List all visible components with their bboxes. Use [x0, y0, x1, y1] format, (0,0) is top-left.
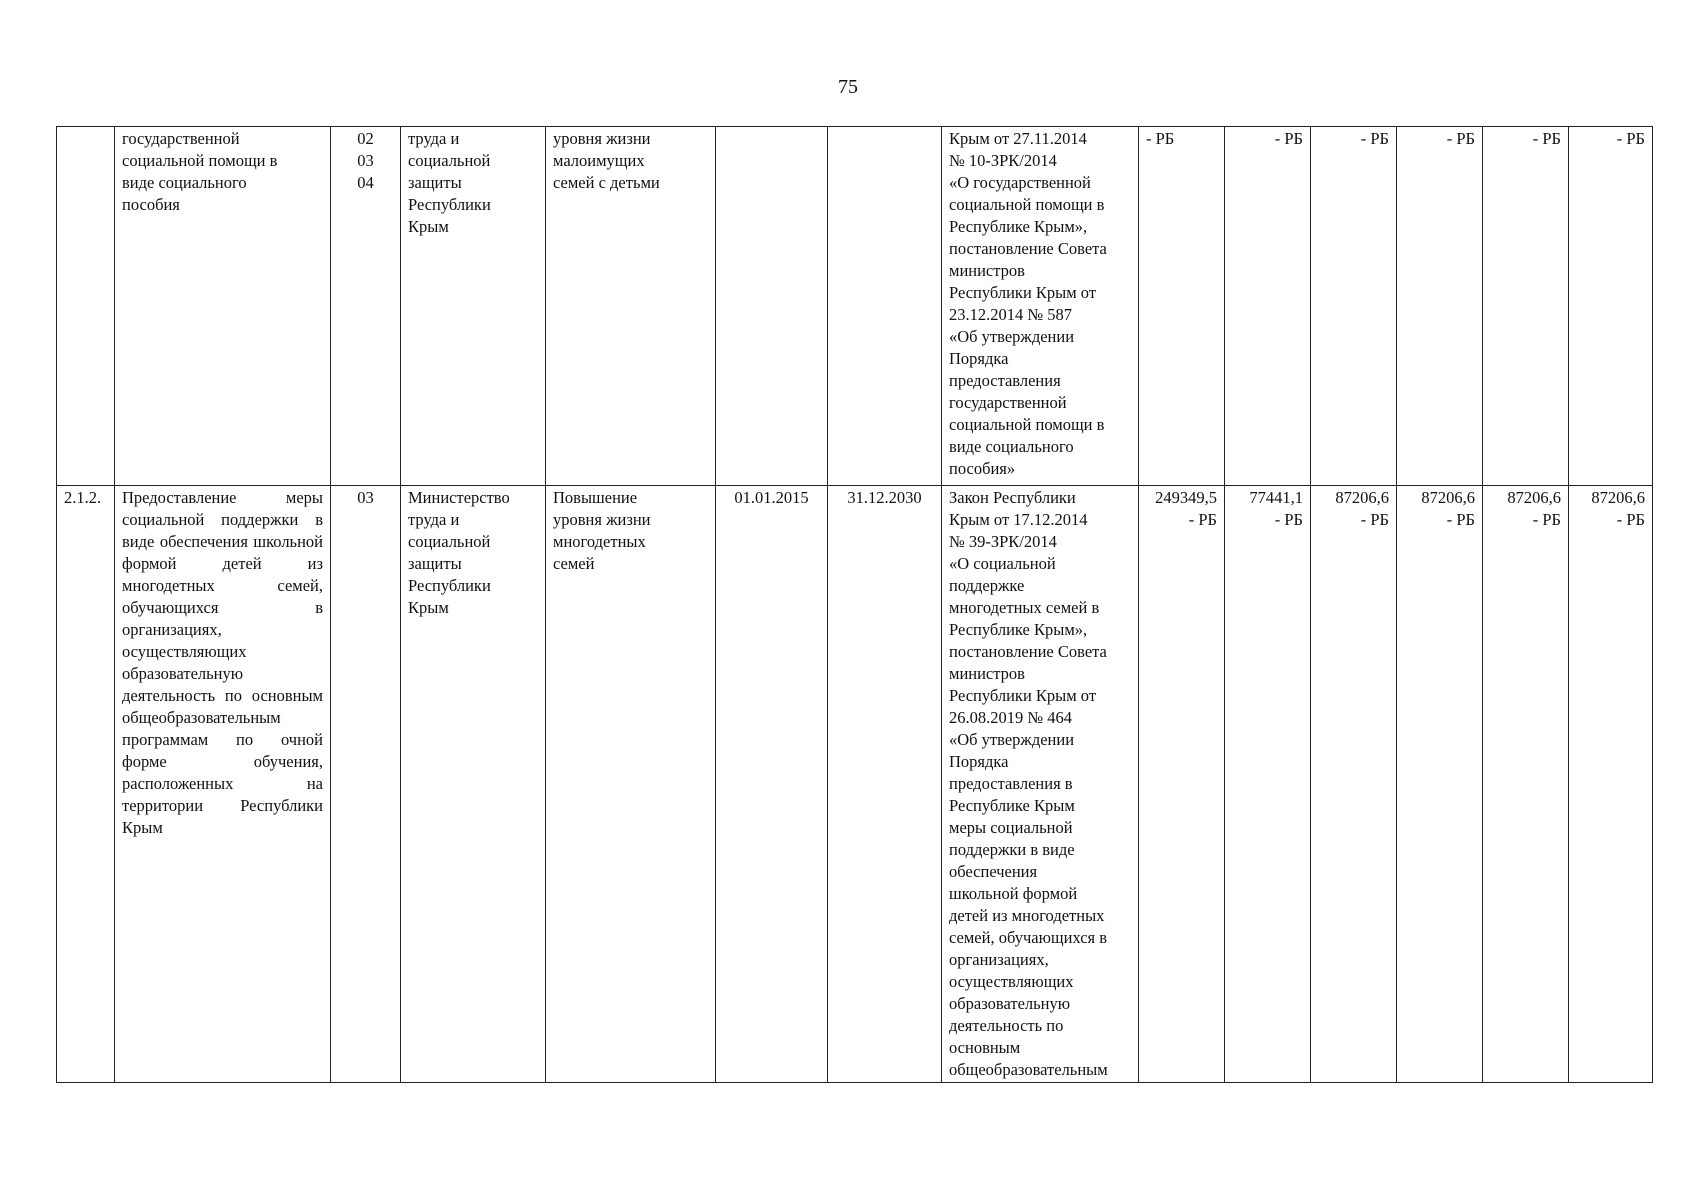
budget-codes-text: 03: [357, 488, 374, 507]
amount-value: - РБ: [1360, 129, 1389, 148]
amount-cell: [1311, 127, 1397, 486]
amount-value: 87206,6 - РБ: [1591, 488, 1645, 529]
amount-value: - РБ: [1274, 129, 1303, 148]
amount-value: 77441,1 - РБ: [1249, 488, 1303, 529]
legal-basis: [942, 127, 1139, 486]
amount-cell: [1139, 127, 1225, 486]
legal-basis-text: Закон Республики Крым от 17.12.2014 № 39-ЗРК/2014 «О социальной поддержке многодетных семей в Республике Крым», постановление Совета министров Республики Крым от 26.08.2019 № 464 «Об утверждении Порядка предоставления в Республике Крым меры социальной поддержки в виде обеспечения школьной формой детей из многодетных семей, обучающихся в организациях, осуществляющих образовательную деятельность по основным общеобразовательным: [949, 488, 1108, 1079]
amount-value: - РБ: [1446, 129, 1475, 148]
amount-cell: [1569, 127, 1653, 486]
row-number: [57, 127, 115, 486]
start-date: 01.01.2015: [716, 486, 828, 1083]
amount-value: - РБ: [1616, 129, 1645, 148]
start-date: [716, 127, 828, 486]
amount-cell: [1483, 486, 1569, 1083]
amount-cell: [1311, 486, 1397, 1083]
executor-text: Министерство труда и социальной защиты Республики Крым: [408, 488, 510, 617]
expected-result: [546, 127, 716, 486]
amount-cell: [1225, 486, 1311, 1083]
amount-cell: [1397, 486, 1483, 1083]
amount-value: - РБ: [1532, 129, 1561, 148]
table-row: [57, 486, 1653, 1083]
program-table: [56, 126, 1653, 1083]
end-date: [828, 127, 942, 486]
budget-codes: [331, 486, 401, 1083]
budget-codes: [331, 127, 401, 486]
amount-cell: [1139, 486, 1225, 1083]
amount-value: 87206,6 - РБ: [1421, 488, 1475, 529]
amount-value: 87206,6 - РБ: [1335, 488, 1389, 529]
measure-name-text: государственной социальной помощи в виде социального пособия: [122, 129, 278, 214]
expected-result-text: уровня жизни малоимущих семей с детьми: [553, 129, 660, 192]
legal-basis-text: Крым от 27.11.2014 № 10-ЗРК/2014 «О государственной социальной помощи в Республике Крым», постановление Совета министров Республики Крым от 23.12.2014 № 587 «Об утверждении Порядка предоставления государственной социальной помощи в виде социального пособия»: [949, 129, 1107, 478]
amount-cell: [1569, 486, 1653, 1083]
table-row: [57, 127, 1653, 486]
amount-cell: [1483, 127, 1569, 486]
row-number: 2.1.2.: [57, 486, 115, 1083]
executor-text: труда и социальной защиты Республики Крым: [408, 129, 491, 236]
budget-codes-text: 02 03 04: [357, 129, 374, 192]
executor: [401, 127, 546, 486]
end-date: 31.12.2030: [828, 486, 942, 1083]
legal-basis: [942, 486, 1139, 1083]
amount-value: - РБ: [1146, 129, 1175, 148]
amount-value: 87206,6 - РБ: [1507, 488, 1561, 529]
measure-name: [115, 127, 331, 486]
page-number: 75: [838, 76, 858, 98]
expected-result-text: Повышение уровня жизни многодетных семей: [553, 488, 651, 573]
executor: [401, 486, 546, 1083]
expected-result: [546, 486, 716, 1083]
amount-value: 249349,5 - РБ: [1155, 488, 1217, 529]
amount-cell: [1397, 127, 1483, 486]
measure-name: Предоставление меры социальной поддержки в виде обеспечения школьной формой детей из многодетных семей, обучающихся в организациях, осуществляющих образовательную деятельность по основным общеобразовательным программам по очной форме обучения, расположенных на территории Республики Крым: [115, 486, 331, 1083]
amount-cell: [1225, 127, 1311, 486]
